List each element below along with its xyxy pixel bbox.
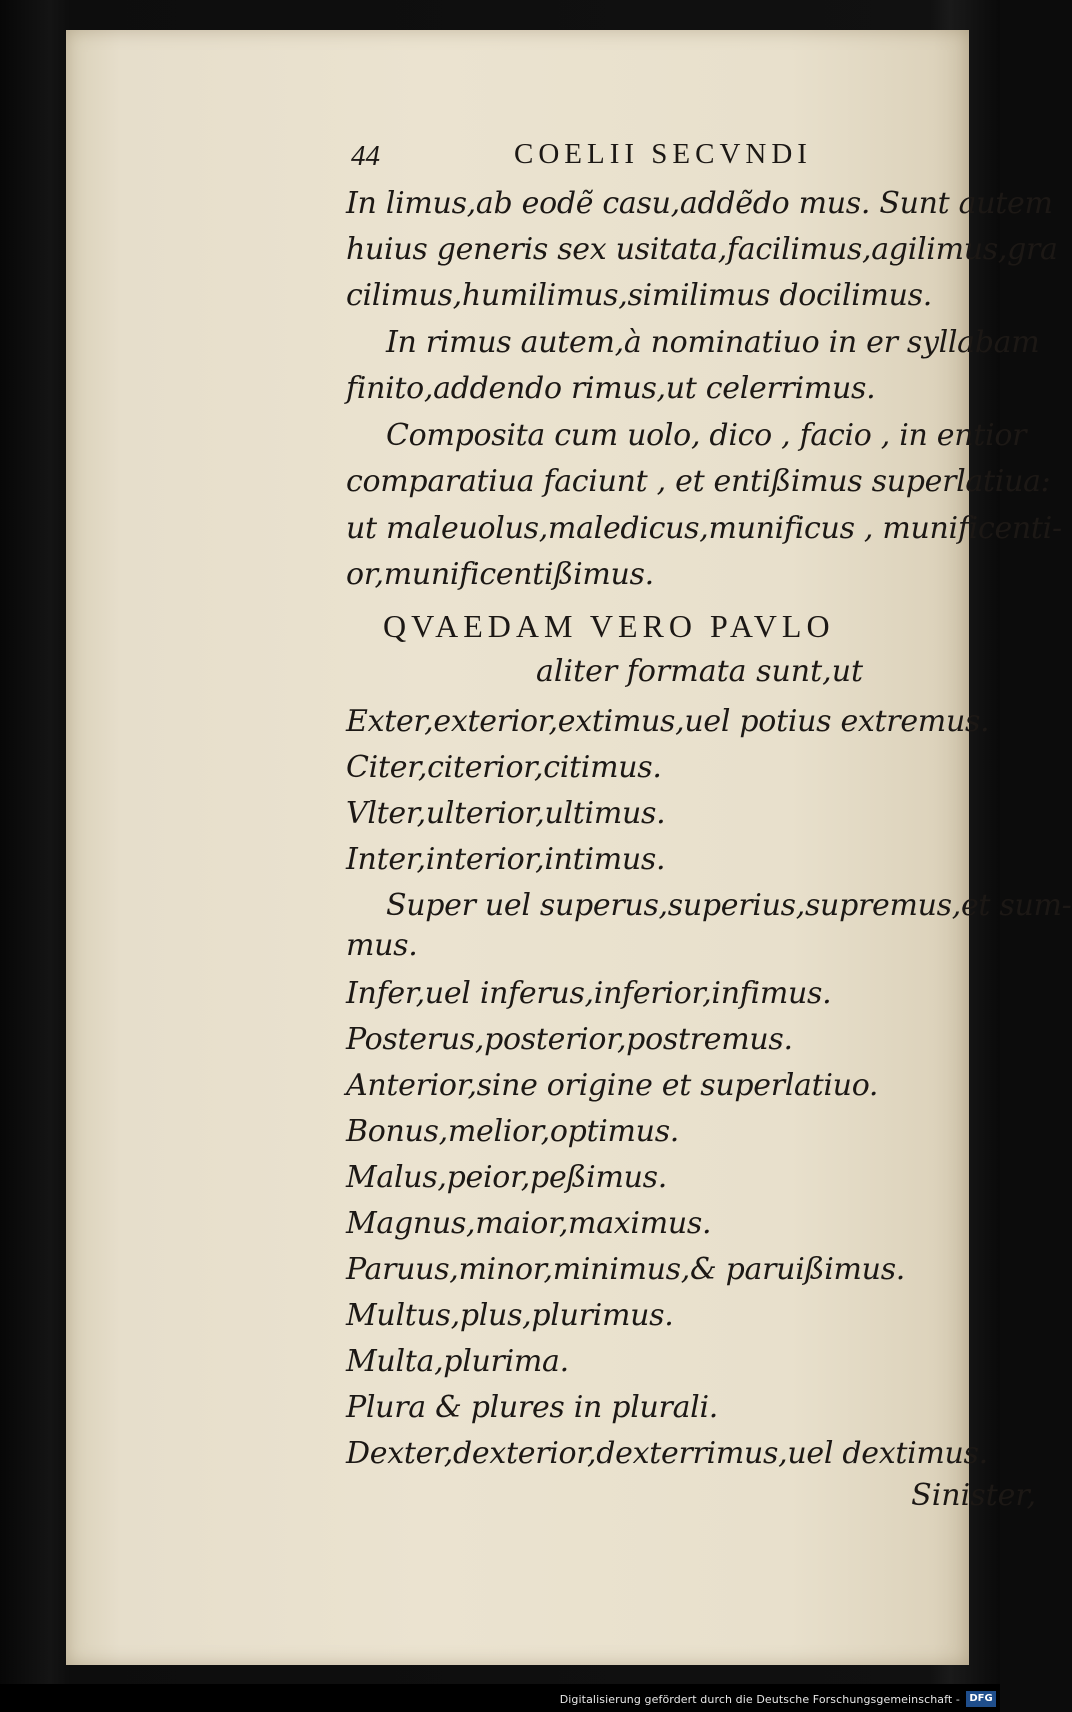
text-line: or,munificentißimus. [346, 557, 654, 592]
text-line: In rimus autem,à nominatiuo in er syllabam [386, 325, 1040, 360]
section-subheading: aliter formata sunt,ut [536, 654, 864, 689]
list-item: Vlter,ulterior,ultimus. [346, 796, 666, 831]
text-line: finito,addendo rimus,ut celerrimus. [346, 371, 876, 406]
catchword: Sinister, [911, 1478, 1036, 1513]
list-item: Malus,peior,peßimus. [346, 1160, 667, 1195]
list-item: Anterior,sine origine et superlatiuo. [346, 1068, 879, 1103]
running-title: COELII SECVNDI [514, 138, 812, 170]
list-item: Infer,uel inferus,inferior,infimus. [346, 976, 832, 1011]
text-line: ut maleuolus,maledicus,munificus , munificenti- [346, 511, 1062, 546]
book-page [66, 30, 1072, 1665]
list-item: Exter,exterior,extimus,uel potius extremus. [346, 704, 990, 739]
digitization-credit: Digitalisierung gefördert durch die Deutsche Forschungsgemeinschaft - [559, 1693, 960, 1706]
list-item: Plura & plures in plurali. [346, 1390, 718, 1425]
list-item: Posterus,posterior,postremus. [346, 1022, 793, 1057]
text-line: Composita cum uolo, dico , facio , in entior [386, 418, 1027, 453]
text-line: In limus,ab eodẽ casu,addẽdo mus. Sunt autem [346, 186, 1053, 221]
list-item: Magnus,maior,maximus. [346, 1206, 712, 1241]
list-item: Citer,citerior,citimus. [346, 750, 662, 785]
list-item: Inter,interior,intimus. [346, 842, 666, 877]
list-item: Multus,plus,plurimus. [346, 1298, 674, 1333]
list-item: Bonus,melior,optimus. [346, 1114, 680, 1149]
text-line: cilimus,humilimus,similimus docilimus. [346, 278, 932, 313]
list-item: mus. [346, 928, 418, 963]
footer-bar [0, 1684, 1000, 1712]
text-line: huius generis sex usitata,facilimus,agilimus,gra [346, 232, 1058, 267]
list-item: Multa,plurima. [346, 1344, 569, 1379]
text-line: comparatiua faciunt , et entißimus superlatiua: [346, 464, 1051, 499]
list-item: Dexter,dexterior,dexterrimus,uel dextimus. [346, 1436, 988, 1471]
page-number: 44 [351, 140, 380, 172]
section-heading: QVAEDAM VERO PAVLO [383, 608, 835, 644]
list-item: Paruus,minor,minimus,& paruißimus. [346, 1252, 906, 1287]
dfg-logo-icon: DFG [966, 1691, 996, 1707]
list-item: Super uel superus,superius,supremus,et sum- [386, 888, 1072, 923]
